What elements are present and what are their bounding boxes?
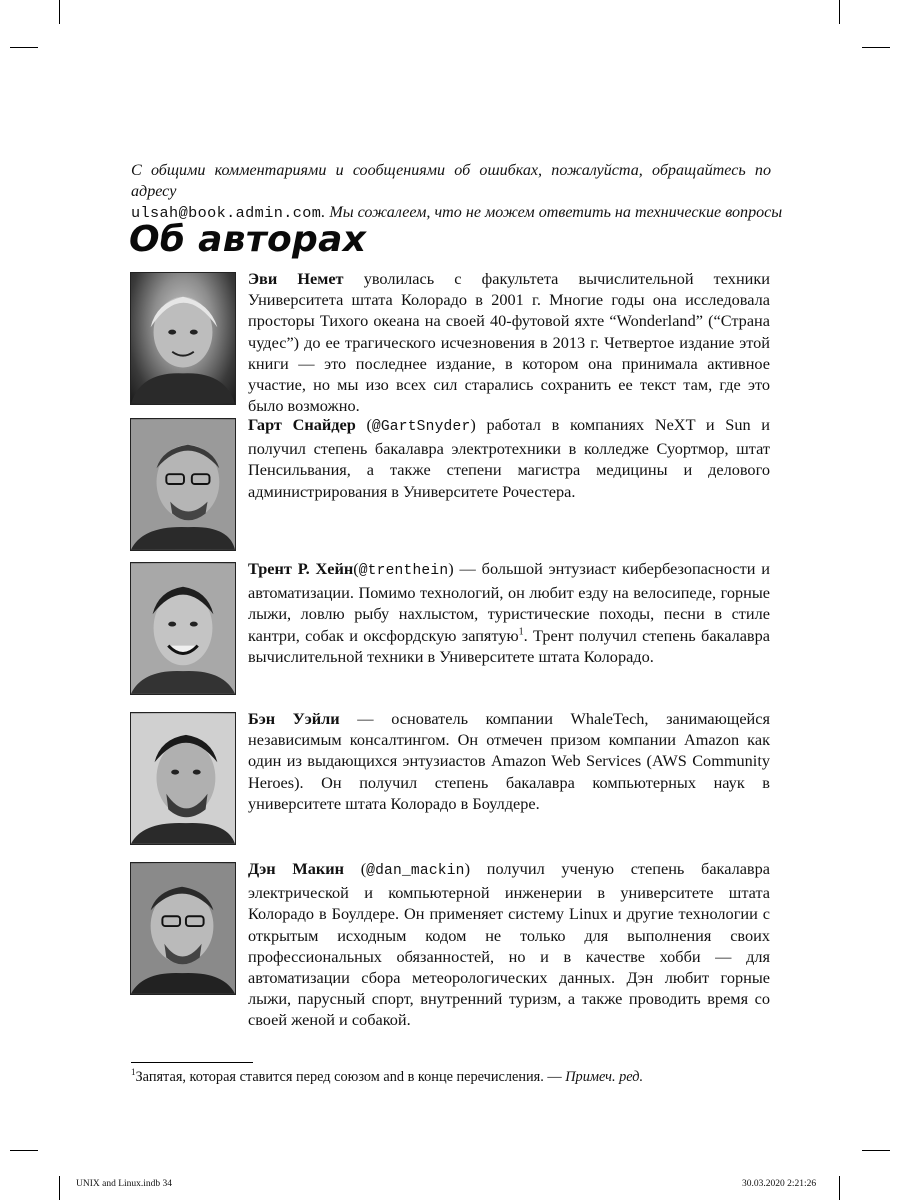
author-bio-text: ) работал в компаниях NeXT и Sun и получил степень бакалавра электротехники в колледже Суортмор, штат Пенсильвания, а также степени магистра медицины и делового администрирования в Университете Рочестера.	[248, 415, 771, 501]
crop-mark	[839, 0, 840, 24]
author-bio	[248, 558, 770, 667]
crop-mark	[10, 47, 38, 48]
author-name: Дэн Макин	[248, 859, 344, 878]
author-bio	[248, 414, 770, 502]
author-bio-text: . Трент получил степень бакалавра вычислительной техники в Университете штата Колорадо.	[248, 625, 770, 666]
intro-line-2-text: . Мы сожалеем, что не можем ответить на технические вопросы	[321, 204, 783, 221]
author-bio-text: ) — большой энтузиаст кибербезопасности и автоматизации. Помимо технологий, он любит езду на велосипеде, горные лыжи, ловлю рыбу нахлыстом, туристические походы, песни в стиле кантри, собак и оксфордскую запятую	[248, 559, 770, 645]
footnote-mark: 1	[518, 626, 524, 638]
crop-mark	[862, 1150, 890, 1151]
footnote	[131, 1068, 771, 1086]
portrait-placeholder-icon	[131, 419, 235, 550]
author-name: Гарт Снайдер	[248, 415, 356, 434]
editor-note: Примеч. ред.	[565, 1069, 644, 1085]
contact-email: ulsah@book.admin.com	[131, 204, 322, 222]
author-bio	[248, 708, 770, 814]
author-photo	[130, 562, 236, 695]
footnote-number: 1	[131, 1067, 136, 1078]
author-handle: @GartSnyder	[371, 419, 471, 435]
file-slug: UNIX and Linux.indb 34	[76, 1179, 173, 1189]
portrait-placeholder-icon	[131, 273, 235, 404]
author-photo	[130, 862, 236, 995]
portrait-placeholder-icon	[131, 563, 235, 694]
footnote-rule	[131, 1062, 253, 1063]
author-photo	[130, 418, 236, 551]
author-bio-text: уволилась с факультета вычислительной техники Университета штата Колорадо в 2001 г. Многие годы она исследовала просторы Тихого океана на своей 40-футовой яхте “Wonderland” (“Страна чудес”) до ее трагического исчезновения в 2013 г. Четвертое издание этой книги — это последнее издание, в котором она принимала активное участие, но мы изо всех сил старались сохранить ее текст там, где это было возможно.	[248, 269, 770, 416]
section-title: Об авторах	[129, 219, 367, 260]
portrait-placeholder-icon	[131, 863, 235, 994]
author-bio-text: — основатель компании WhaleTech, занимающейся независимым консалтингом. Он отмечен призом компании Amazon как один из выдающихся энтузиастов Amazon Web Services (AWS Community Heroes). Он получил степень бакалавра компьютерных наук в университете штата Колорадо в Боулдере.	[248, 709, 770, 813]
footnote-text: Запятая, которая ставится перед союзом and в конце перечисления. —	[135, 1069, 566, 1085]
author-bio	[248, 858, 770, 1031]
author-handle: @trenthein	[358, 563, 449, 579]
crop-mark	[59, 0, 60, 24]
timestamp-slug: 30.03.2020 2:21:26	[742, 1179, 817, 1189]
crop-mark	[862, 47, 890, 48]
intro-paragraph	[131, 160, 783, 224]
author-name: Бэн Уэйли	[248, 709, 340, 728]
handle-paren: (	[355, 415, 372, 434]
intro-line-1: С общими комментариями и сообщениями об ошибках, пожалуйста, обращайтесь по адресу	[131, 162, 771, 200]
portrait-placeholder-icon	[131, 713, 235, 844]
handle-paren: (	[353, 559, 359, 578]
author-photo	[130, 712, 236, 845]
crop-mark	[839, 1176, 840, 1200]
author-photo	[130, 272, 236, 405]
author-handle: @dan_mackin	[366, 863, 465, 879]
crop-mark	[10, 1150, 38, 1151]
author-name: Эви Немет	[248, 269, 344, 288]
author-bio	[248, 268, 770, 416]
crop-mark	[59, 1176, 60, 1200]
author-bio-text: ) получил ученую степень бакалавра электрической и компьютерной инженерии в университете штата Колорадо в Боулдере. Он применяет систему Linux и другие технологии с открытым исходным кодом не только для выполнения своих профессиональных обязанностей, но и в качестве хобби — для автоматизации сбора метеорологических данных. Дэн любит горные лыжи, парусный спорт, внутренний туризм, а также проводить время со своей женой и собакой.	[248, 859, 770, 1030]
handle-paren: (	[343, 859, 367, 878]
author-name: Трент Р. Хейн	[248, 559, 354, 578]
